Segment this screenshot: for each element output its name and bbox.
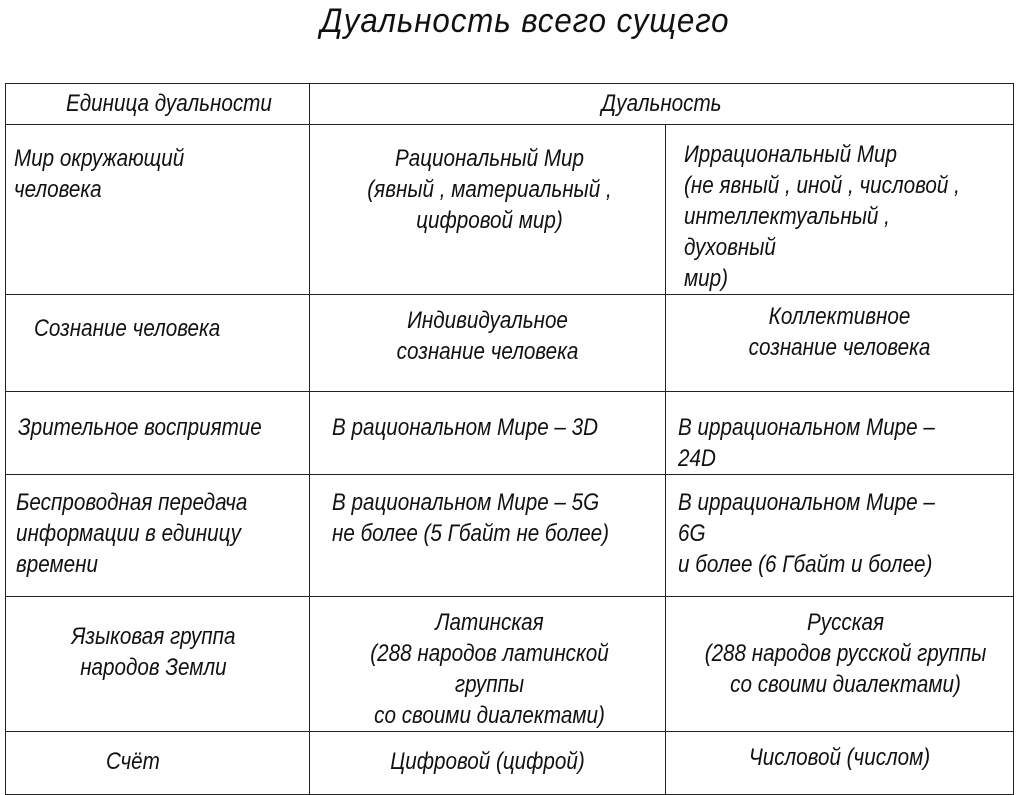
irrational-cell <box>666 732 1014 795</box>
rational-cell <box>310 392 666 475</box>
rational-text: В рациональном Мире – 3D <box>332 414 599 441</box>
unit-label: Счёт <box>106 748 160 775</box>
rational-text: Рациональный Мир (явный , материальный , цифровой мир) <box>367 145 612 234</box>
unit-cell <box>6 597 310 732</box>
unit-label: Беспроводная передача информации в единицу времени <box>16 489 248 578</box>
table-row <box>6 475 1014 597</box>
rational-cell <box>310 732 666 795</box>
unit-cell <box>6 392 310 475</box>
unit-cell <box>6 732 310 795</box>
unit-label: Мир окружающий человека <box>14 145 185 203</box>
header-unit-cell <box>6 84 310 125</box>
header-duality: Дуальность <box>601 90 722 117</box>
unit-label: Языковая группа народов Земли <box>71 623 236 681</box>
unit-cell <box>6 475 310 597</box>
rational-cell <box>310 475 666 597</box>
rational-text: Индивидуальное сознание человека <box>396 307 579 365</box>
header-duality-cell <box>310 84 1014 125</box>
irrational-cell <box>666 125 1014 295</box>
table-row <box>6 597 1014 732</box>
irrational-cell <box>666 597 1014 732</box>
unit-cell <box>6 295 310 392</box>
rational-cell <box>310 597 666 732</box>
header-unit: Единица дуальности <box>66 90 272 117</box>
rational-text: Цифровой (цифрой) <box>390 748 585 775</box>
table-header-row <box>6 84 1014 125</box>
table-row <box>6 392 1014 475</box>
irrational-cell <box>666 475 1014 597</box>
rational-text: В рациональном Мире – 5G не более (5 Гбайт не более) <box>332 489 610 547</box>
irrational-cell <box>666 295 1014 392</box>
table-row <box>6 732 1014 795</box>
irrational-text: В иррациональном Мире – 24D <box>678 414 935 472</box>
table-row <box>6 295 1014 392</box>
rational-cell <box>310 295 666 392</box>
irrational-text: Коллективное сознание человека <box>748 303 931 361</box>
rational-text: Латинская (288 народов латинской группы со своими диалектами) <box>370 609 609 729</box>
table-row <box>6 125 1014 295</box>
unit-label: Зрительное восприятие <box>18 414 262 441</box>
unit-label: Сознание человека <box>34 315 221 342</box>
irrational-text: Числовой (числом) <box>748 744 931 771</box>
duality-table <box>5 83 1014 795</box>
irrational-text: Иррациональный Мир (не явный , иной , числовой , интеллектуальный , духовный мир) <box>684 141 960 292</box>
document-title: Дуальность всего сущего <box>320 2 730 40</box>
rational-cell <box>310 125 666 295</box>
irrational-text: В иррациональном Мире – 6G и более (6 Гбайт и более) <box>678 489 935 578</box>
irrational-cell <box>666 392 1014 475</box>
unit-cell <box>6 125 310 295</box>
irrational-text: Русская (288 народов русской группы со своими диалектами) <box>704 609 987 698</box>
